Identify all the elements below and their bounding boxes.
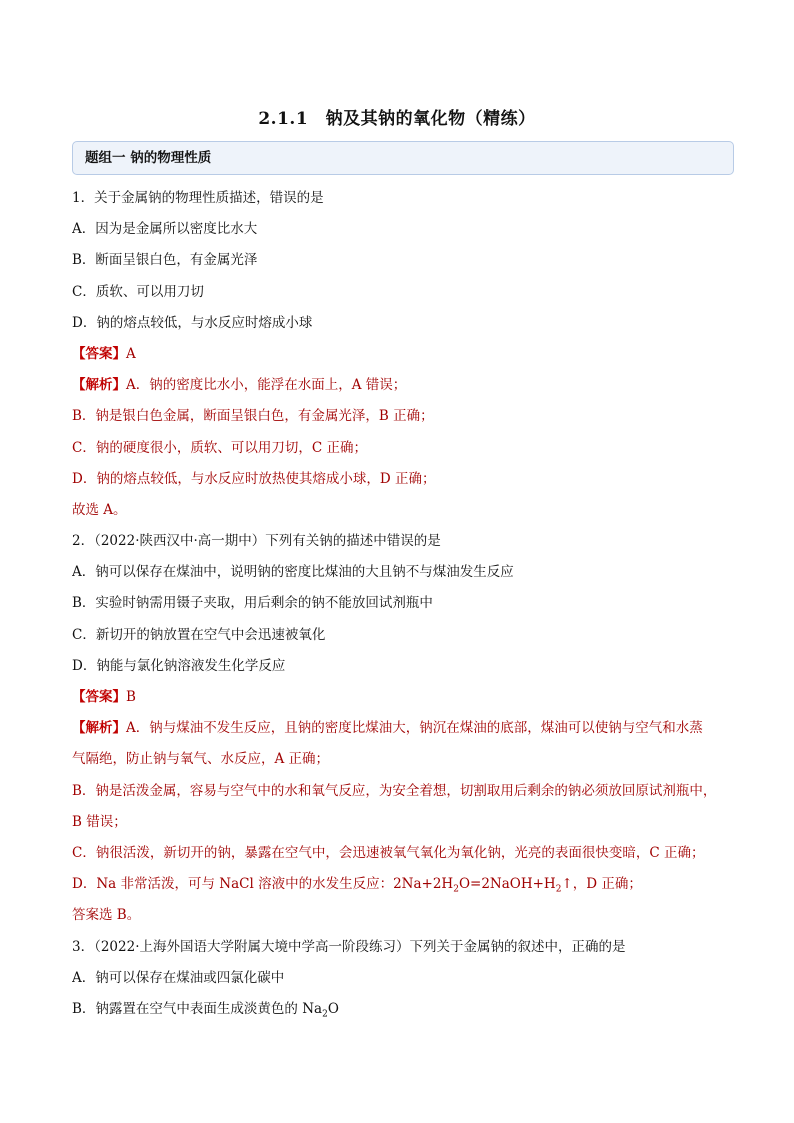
page-title: 2.1.1 钠及其钠的氧化物（精练） xyxy=(258,109,536,129)
text-line xyxy=(72,339,734,370)
text-line xyxy=(72,620,734,651)
answer-label: 【答案】 xyxy=(72,345,126,362)
text-line xyxy=(72,588,734,619)
line-text: 答案选 B。 xyxy=(72,907,141,924)
answer-label: 【答案】 xyxy=(72,689,126,705)
question-group-header xyxy=(72,141,734,175)
text-line xyxy=(72,526,734,557)
text-line xyxy=(72,495,734,526)
text-line xyxy=(72,401,734,432)
line-text: C．钠的硬度很小，质软、可以用刀切，C 正确； xyxy=(72,439,367,456)
line-text: 故选 A。 xyxy=(72,501,127,518)
analysis-label: 【解析】 xyxy=(72,720,126,737)
line-text: 1．关于金属钠的物理性质描述，错误的是 xyxy=(72,190,324,206)
answer-text: A．钠与煤油不发生反应，且钠的密度比煤油大，钠沉在煤油的底部，煤油可以使钠与空气和水蒸 xyxy=(126,720,703,737)
text-line xyxy=(72,744,734,775)
text-line xyxy=(72,433,734,464)
line-text: A．因为是金属所以密度比水大 xyxy=(72,221,258,238)
text-line xyxy=(72,838,734,869)
text-line xyxy=(72,183,734,214)
line-text: 2．（2022·陕西汉中·高一期中）下列有关钠的描述中错误的是 xyxy=(72,533,441,550)
line-text: C．钠很活泼，新切开的钠，暴露在空气中，会迅速被氧气氧化为氧化钠，光亮的表面很快变暗，C 正确； xyxy=(72,844,705,861)
text-line xyxy=(72,682,734,713)
line-text: A．钠可以保存在煤油中，说明钠的密度比煤油的大且钠不与煤油发生反应 xyxy=(72,564,514,581)
line-text: B．断面呈银白色，有金属光泽 xyxy=(72,252,258,269)
answer-text: B xyxy=(126,689,136,705)
line-text: B．钠是活泼金属，容易与空气中的水和氧气反应，为安全着想，切割取用后剩余的钠必须放回原试剂瓶中， xyxy=(72,782,717,799)
text-line xyxy=(72,900,734,931)
line-text: B 错误； xyxy=(72,813,127,830)
line-text: D．钠的熔点较低，与水反应时熔成小球 xyxy=(72,314,313,331)
line-text: A．钠可以保存在煤油或四氯化碳中 xyxy=(72,969,285,986)
text-line xyxy=(72,308,734,339)
text-line xyxy=(72,651,734,682)
line-text: D．Na 非常活泼，可与 NaCl 溶液中的水发生反应：$2Na+2H_2O=2NaOH+H_2↑$，D 正确； xyxy=(72,876,642,895)
text-line xyxy=(72,557,734,588)
text-line xyxy=(72,994,734,1025)
text-line xyxy=(72,277,734,308)
line-text: C．质软、可以用刀切 xyxy=(72,283,204,300)
text-line xyxy=(72,370,734,401)
text-line xyxy=(72,245,734,276)
line-text: D．钠能与氯化钠溶液发生化学反应 xyxy=(72,657,286,674)
text-line xyxy=(72,214,734,245)
document-body xyxy=(72,183,734,1025)
text-line xyxy=(72,932,734,963)
answer-text: A．钠的密度比水小，能浮在水面上，A 错误； xyxy=(126,377,407,394)
line-text: C．新切开的钠放置在空气中会迅速被氧化 xyxy=(72,626,326,643)
line-text: B．钠露置在空气中表面生成淡黄色的 $Na_2O$ xyxy=(72,1000,339,1020)
text-line xyxy=(72,776,734,807)
line-text: B．钠是银白色金属，断面呈银白色，有金属光泽，B 正确； xyxy=(72,408,434,425)
text-line xyxy=(72,713,734,744)
analysis-label: 【解析】 xyxy=(72,377,126,394)
answer-text: A xyxy=(126,345,136,362)
line-text: 气隔绝，防止钠与氧气、水反应，A 正确； xyxy=(72,751,330,768)
line-text: D．钠的熔点较低，与水反应时放热使其熔成小球，D 正确； xyxy=(72,470,436,487)
text-line xyxy=(72,963,734,994)
line-text: B．实验时钠需用镊子夹取，用后剩余的钠不能放回试剂瓶中 xyxy=(72,595,433,612)
question-group-title: 题组一 钠的物理性质 xyxy=(85,150,212,166)
text-line xyxy=(72,869,734,900)
line-text: 3．（2022·上海外国语大学附属大境中学高一阶段练习）下列关于金属钠的叙述中，正确的是 xyxy=(72,938,626,955)
text-line xyxy=(72,464,734,495)
text-line xyxy=(72,807,734,838)
